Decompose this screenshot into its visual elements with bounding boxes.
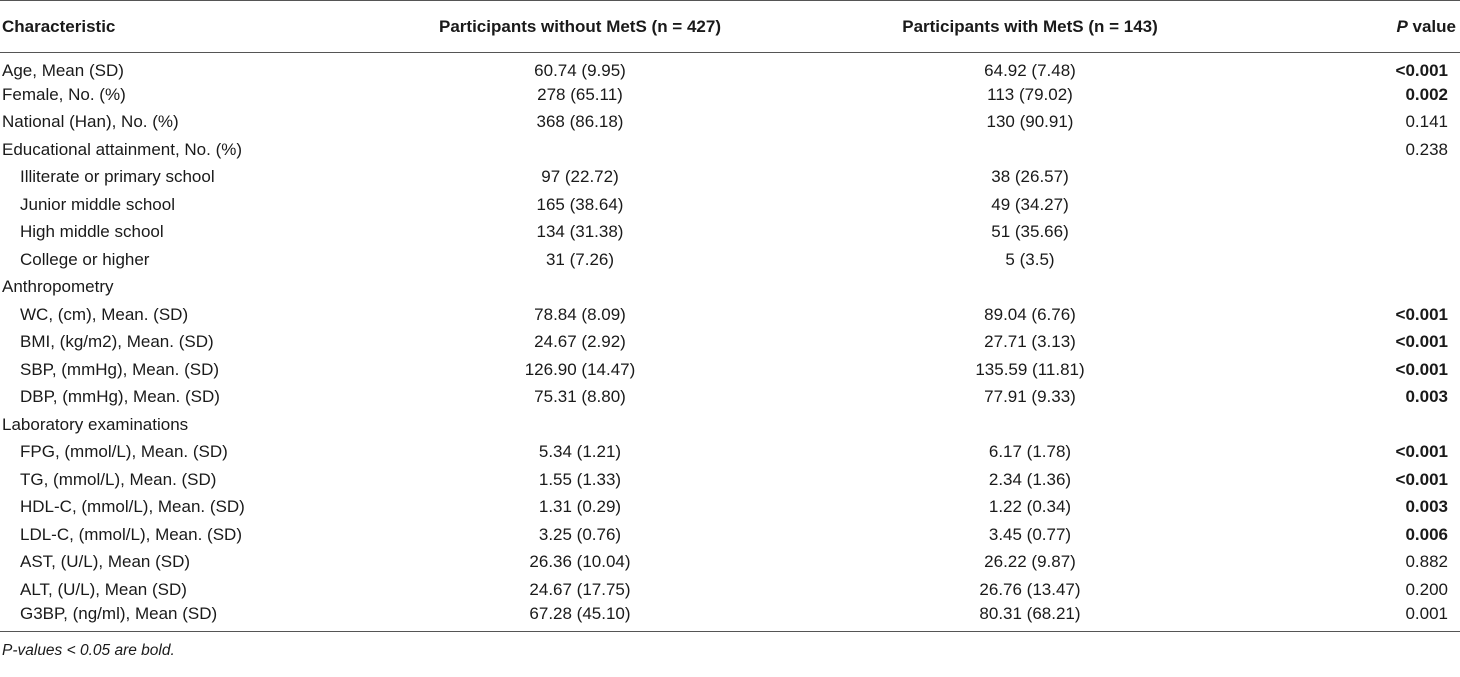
- cell-without-mets: 60.74 (9.95): [534, 61, 626, 80]
- table-row: [0, 191, 1460, 219]
- cell-without-mets: 24.67 (17.75): [529, 579, 631, 599]
- cell-p-value: 0.002: [1405, 84, 1448, 104]
- cell-p-value: <0.001: [1395, 442, 1448, 462]
- cell-with-mets: 135.59 (11.81): [975, 359, 1085, 379]
- table-row: [0, 329, 1460, 357]
- cell-without-mets: 3.25 (0.76): [538, 524, 622, 544]
- cell-with-mets: [800, 411, 1260, 439]
- header-with-mets: Participants with MetS (n = 143): [800, 1, 1260, 53]
- cell-p-value: 0.001: [1260, 604, 1460, 632]
- cell-p-value: 0.238: [1405, 139, 1448, 159]
- table-row: [0, 604, 1460, 632]
- table-row: [0, 549, 1460, 577]
- cell-without-mets: 1.31 (0.29): [538, 497, 622, 517]
- cell-with-mets: 49 (34.27): [991, 194, 1069, 214]
- cell-characteristic: BMI, (kg/m2), Mean. (SD): [20, 332, 214, 352]
- cell-without-mets: 278 (65.11): [537, 84, 623, 104]
- header-without-mets: Participants without MetS (n = 427): [360, 1, 800, 53]
- table-row: [0, 164, 1460, 192]
- cell-characteristic: National (Han), No. (%): [2, 112, 179, 132]
- cell-without-mets: 24.67 (2.92): [534, 332, 626, 352]
- table-header-row: [0, 1, 1460, 53]
- cell-p-value: <0.001: [1395, 332, 1448, 352]
- cell-without-mets: [360, 411, 800, 439]
- table-row: [0, 494, 1460, 522]
- cell-with-mets: 38 (26.57): [991, 167, 1069, 187]
- cell-with-mets: 64.92 (7.48): [984, 61, 1076, 80]
- cell-with-mets: 26.22 (9.87): [984, 552, 1076, 572]
- cell-characteristic: SBP, (mmHg), Mean. (SD): [20, 359, 220, 379]
- cell-characteristic: Educational attainment, No. (%): [2, 139, 243, 159]
- cell-characteristic: DBP, (mmHg), Mean. (SD): [20, 387, 220, 407]
- table-row: [0, 384, 1460, 412]
- cell-without-mets: 1.55 (1.33): [538, 469, 622, 489]
- cell-characteristic: College or higher: [20, 249, 150, 269]
- header-p-value: [1260, 1, 1460, 53]
- cell-p-value: [1260, 246, 1460, 274]
- cell-with-mets: 27.71 (3.13): [984, 332, 1076, 352]
- cell-p-value: <0.001: [1395, 61, 1448, 80]
- cell-without-mets: 78.84 (8.09): [534, 304, 626, 324]
- cell-without-mets: 67.28 (45.10): [360, 604, 800, 632]
- table-row: [0, 81, 1460, 109]
- cell-with-mets: 2.34 (1.36): [988, 469, 1072, 489]
- cell-characteristic: High middle school: [20, 222, 164, 242]
- cell-without-mets: 75.31 (8.80): [534, 387, 626, 407]
- table-row: [0, 576, 1460, 604]
- cell-characteristic: Illiterate or primary school: [20, 167, 215, 187]
- cell-p-value: [1260, 219, 1460, 247]
- header-characteristic: Characteristic: [0, 1, 360, 53]
- cell-p-value: [1260, 411, 1460, 439]
- cell-p-value: <0.001: [1395, 469, 1448, 489]
- table-row: [0, 356, 1460, 384]
- cell-characteristic: FPG, (mmol/L), Mean. (SD): [20, 442, 228, 462]
- cell-with-mets: [800, 274, 1260, 302]
- cell-with-mets: 51 (35.66): [991, 222, 1069, 242]
- cell-with-mets: 26.76 (13.47): [979, 579, 1081, 599]
- header-p-italic: P: [1396, 16, 1408, 36]
- cell-without-mets: 126.90 (14.47): [524, 359, 636, 379]
- cell-characteristic: Female, No. (%): [2, 84, 126, 104]
- cell-with-mets: 1.22 (0.34): [988, 497, 1072, 517]
- table-body: [0, 53, 1460, 632]
- table-row: [0, 439, 1460, 467]
- cell-with-mets: 5 (3.5): [1005, 249, 1055, 269]
- cell-characteristic: Laboratory examinations: [2, 414, 189, 434]
- cell-p-value: [1260, 274, 1460, 302]
- cell-characteristic: ALT, (U/L), Mean (SD): [20, 579, 187, 599]
- cell-characteristic: WC, (cm), Mean. (SD): [20, 304, 189, 324]
- table-footnote: P-values < 0.05 are bold.: [2, 641, 175, 659]
- table-row: [0, 466, 1460, 494]
- cell-characteristic: LDL-C, (mmol/L), Mean. (SD): [20, 524, 242, 544]
- cell-without-mets: 165 (38.64): [536, 194, 624, 214]
- table-row: [0, 411, 1460, 439]
- cell-with-mets: 130 (90.91): [986, 112, 1074, 132]
- cell-characteristic: AST, (U/L), Mean (SD): [20, 552, 191, 572]
- cell-p-value: 0.003: [1405, 497, 1448, 517]
- cell-with-mets: 89.04 (6.76): [984, 304, 1076, 324]
- table-row: [0, 246, 1460, 274]
- table-row: [0, 521, 1460, 549]
- cell-p-value: [1260, 191, 1460, 219]
- cell-with-mets: 113 (79.02): [987, 84, 1073, 104]
- cell-characteristic: HDL-C, (mmol/L), Mean. (SD): [20, 497, 245, 517]
- cell-characteristic: Junior middle school: [20, 194, 175, 214]
- cell-without-mets: [360, 136, 800, 164]
- cell-with-mets: 77.91 (9.33): [984, 387, 1076, 407]
- cell-without-mets: 31 (7.26): [545, 249, 615, 269]
- table-row: [0, 219, 1460, 247]
- cell-with-mets: 80.31 (68.21): [800, 604, 1260, 632]
- cell-characteristic: TG, (mmol/L), Mean. (SD): [20, 469, 217, 489]
- cell-without-mets: 134 (31.38): [536, 222, 624, 242]
- header-p-rest: value: [1407, 16, 1456, 36]
- table-row: [0, 301, 1460, 329]
- table-row: [0, 136, 1460, 164]
- cell-with-mets: 6.17 (1.78): [988, 442, 1072, 462]
- table-row: [0, 53, 1460, 82]
- cell-p-value: <0.001: [1395, 304, 1448, 324]
- cell-without-mets: 97 (22.72): [541, 167, 619, 187]
- cell-with-mets: [800, 136, 1260, 164]
- cell-p-value: 0.200: [1405, 579, 1448, 599]
- cell-without-mets: 26.36 (10.04): [529, 552, 631, 572]
- cell-without-mets: 5.34 (1.21): [538, 442, 622, 462]
- cell-with-mets: 3.45 (0.77): [988, 524, 1072, 544]
- cell-p-value: <0.001: [1395, 359, 1448, 379]
- cell-p-value: [1260, 164, 1460, 192]
- cell-p-value: 0.882: [1405, 552, 1448, 572]
- cell-without-mets: 368 (86.18): [536, 112, 624, 132]
- cell-without-mets: [360, 274, 800, 302]
- cell-p-value: 0.006: [1405, 524, 1448, 544]
- table-row: [0, 109, 1460, 137]
- table-row: [0, 274, 1460, 302]
- cell-p-value: 0.141: [1405, 112, 1448, 132]
- cell-characteristic: Age, Mean (SD): [2, 61, 124, 80]
- cell-p-value: 0.003: [1405, 387, 1448, 407]
- cell-characteristic: Anthropometry: [2, 277, 114, 297]
- cell-characteristic: G3BP, (ng/ml), Mean (SD): [0, 604, 360, 632]
